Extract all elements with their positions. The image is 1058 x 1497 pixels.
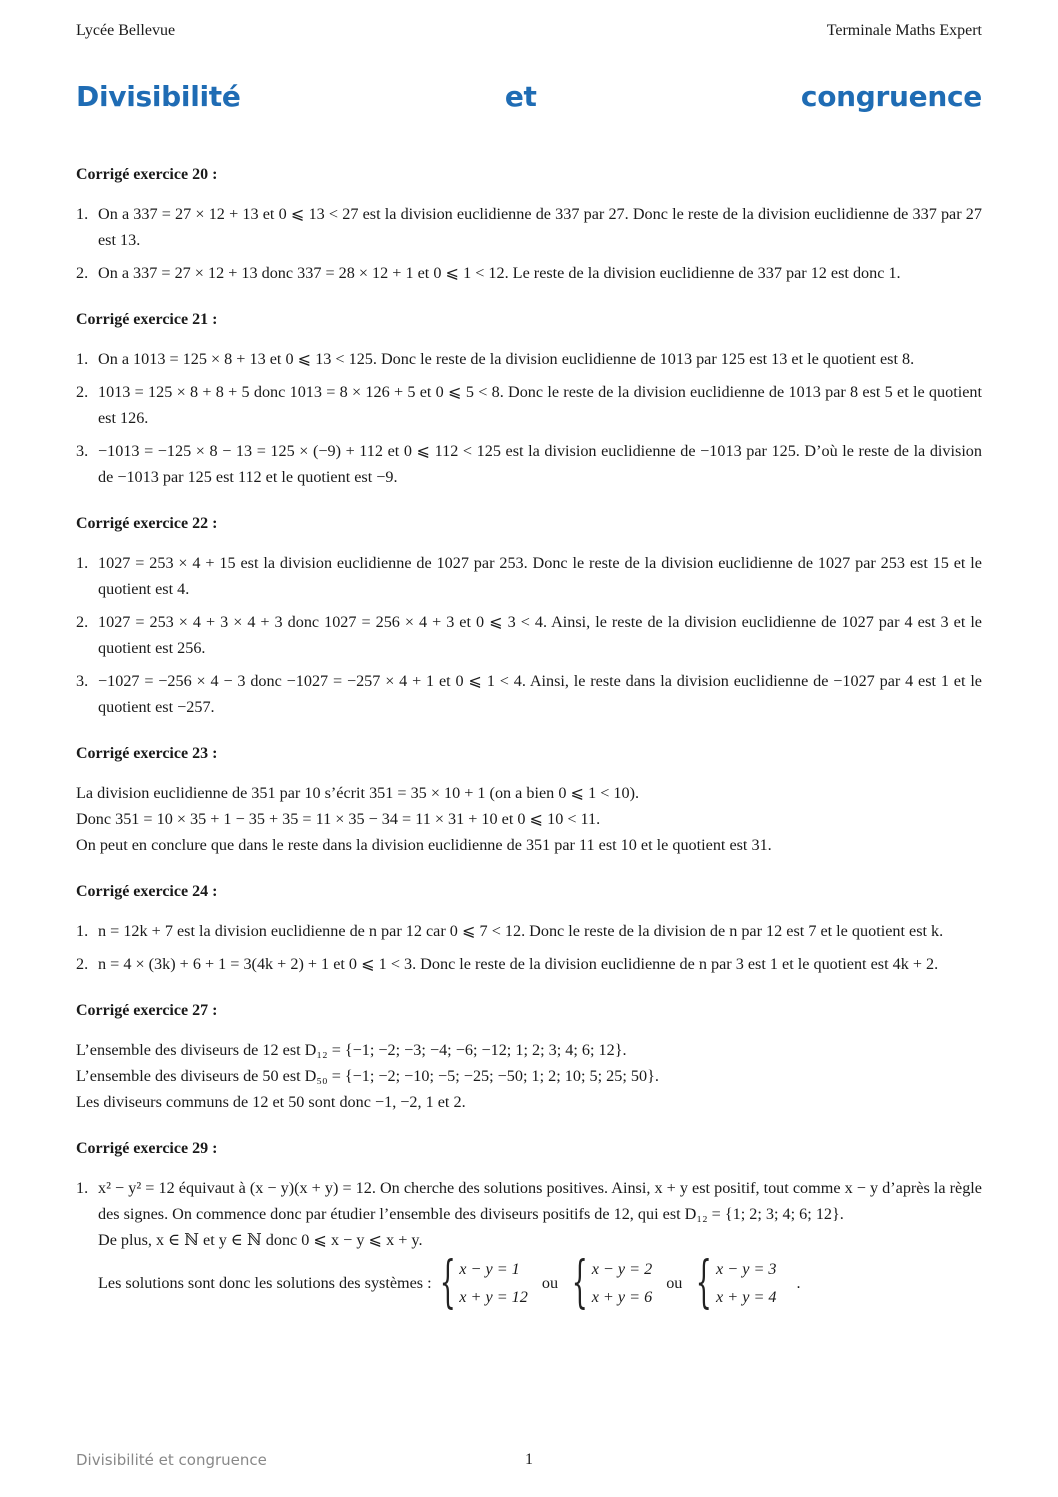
list-item: 1. x² − y² = 12 équivaut à (x − y)(x + y) = 12. On cherche des solutions positives. Ainsi, x + y est positif, tout comme x − y d’après la règle des signes. On commence donc par étudier l’ensemble des diviseurs positifs de 12, qui est D₁₂ = {1; 2; 3; 4; 6; 12}. De plus, x ∈ ℕ et y ∈ ℕ donc 0 ⩽ x − y ⩽ x + y. Les solutions sont donc les solutions des systèmes : { x − y = 1 x + y = 12 ou { x − y = 2 x + y = 6 ou { x − y = 3 x + y = 4 .	[76, 1179, 982, 1315]
list-item: 1. n = 12k + 7 est la division euclidienne de n par 12 car 0 ⩽ 7 < 12. Donc le reste de la division de n par 12 est 7 et le quotient est k.	[76, 922, 944, 940]
systems-intro: Les solutions sont donc les solutions des systèmes :	[98, 1274, 432, 1292]
section-exercise-23	[76, 741, 982, 858]
section-heading: Corrigé exercice 24 :	[76, 883, 218, 900]
list-item: 3. −1027 = −256 × 4 − 3 donc −1027 = −257 × 4 + 1 et 0 ⩽ 1 < 4. Ainsi, le reste dans la division euclidienne de −1027 par 4 est 1 et le quotient est −257.	[76, 672, 982, 716]
end-mark: .	[796, 1274, 801, 1292]
systems-line	[98, 1250, 982, 1315]
paragraph: Donc 351 = 10 × 35 + 1 − 35 + 35 = 11 × 35 − 34 = 11 × 31 + 10 et 0 ⩽ 10 < 11.	[76, 810, 601, 828]
section-heading: Corrigé exercice 29 :	[76, 1140, 218, 1157]
list-item: 2. 1013 = 125 × 8 + 8 + 5 donc 1013 = 8 × 126 + 5 et 0 ⩽ 5 < 8. Donc le reste de la division euclidienne de 1013 par 8 est 5 et le quotient est 126.	[76, 383, 982, 427]
equation: x + y = 4	[716, 1288, 777, 1306]
connector: ou	[666, 1274, 683, 1292]
paragraph: On peut en conclure que dans le reste dans la division euclidienne de 351 par 11 est 10 et le quotient est 31.	[76, 836, 772, 854]
equation: x − y = 3	[716, 1260, 777, 1278]
section-heading: Corrigé exercice 22 :	[76, 515, 218, 532]
section-heading: Corrigé exercice 21 :	[76, 311, 218, 328]
section-heading: Corrigé exercice 20 :	[76, 166, 218, 183]
answer-list	[76, 201, 982, 286]
answer-list	[76, 550, 982, 720]
equation: x + y = 6	[591, 1288, 653, 1306]
brace-icon: {	[439, 1250, 456, 1315]
item-continuation: De plus, x ∈ ℕ et y ∈ ℕ donc 0 ⩽ x − y ⩽ x + y.	[98, 1231, 423, 1249]
equation: x − y = 1	[459, 1260, 520, 1278]
paragraph: L’ensemble des diviseurs de 12 est D₁₂ = {−1; −2; −3; −4; −6; −12; 1; 2; 3; 4; 6; 12}.	[76, 1041, 627, 1059]
section-exercise-29	[76, 1136, 982, 1315]
section-exercise-24	[76, 879, 982, 977]
section-heading: Corrigé exercice 27 :	[76, 1002, 218, 1019]
connector: ou	[541, 1274, 559, 1292]
list-item: 1. On a 1013 = 125 × 8 + 13 et 0 ⩽ 13 < 125. Donc le reste de la division euclidienne de 1013 par 125 est 13 et le quotient est 8.	[76, 350, 915, 368]
list-item: 2. n = 4 × (3k) + 6 + 1 = 3(4k + 2) + 1 et 0 ⩽ 1 < 3. Donc le reste de la division euclidienne de n par 3 est 1 et le quotient est 4k + 2.	[76, 955, 939, 973]
section-exercise-27	[76, 998, 982, 1115]
list-item: 2. 1027 = 253 × 4 + 3 × 4 + 3 donc 1027 = 256 × 4 + 3 et 0 ⩽ 3 < 4. Ainsi, le reste de la division euclidienne de 1027 par 4 est 3 et le quotient est 256.	[76, 613, 982, 657]
section-heading: Corrigé exercice 23 :	[76, 745, 218, 762]
section-exercise-20	[76, 162, 982, 286]
equation-system-1	[436, 1250, 528, 1315]
title-word-3: congruence	[800, 80, 982, 113]
answer-list	[76, 1175, 982, 1315]
paragraph: La division euclidienne de 351 par 10 s’écrit 351 = 35 × 10 + 1 (on a bien 0 ⩽ 1 < 10).	[76, 784, 640, 802]
list-item: 2. On a 337 = 27 × 12 + 13 donc 337 = 28 × 12 + 1 et 0 ⩽ 1 < 12. Le reste de la division euclidienne de 337 par 12 est donc 1.	[76, 264, 901, 282]
header-course: Terminale Maths Expert	[826, 22, 982, 39]
section-exercise-22	[76, 511, 982, 720]
page-title	[76, 80, 982, 113]
list-item: 1. On a 337 = 27 × 12 + 13 et 0 ⩽ 13 < 27 est la division euclidienne de 337 par 27. Donc le reste de la division euclidienne de 337 par 27 est 13.	[76, 205, 982, 249]
equation: x − y = 2	[591, 1260, 653, 1278]
list-item: 3. −1013 = −125 × 8 − 13 = 125 × (−9) + 112 et 0 ⩽ 112 < 125 est la division euclidienne de −1013 par 125. D’où le reste de la division de −1013 par 125 est 112 et le quotient est −9.	[76, 442, 982, 486]
answer-list	[76, 918, 982, 977]
running-header	[76, 22, 982, 40]
page-number: 1	[525, 1451, 533, 1468]
document-body	[76, 162, 982, 1332]
section-exercise-21	[76, 307, 982, 490]
header-school: Lycée Bellevue	[76, 22, 176, 39]
answer-list	[76, 346, 982, 490]
paragraph: L’ensemble des diviseurs de 50 est D₅₀ = {−1; −2; −10; −5; −25; −50; 1; 2; 10; 5; 25; 50}.	[76, 1067, 659, 1085]
list-item: 1. 1027 = 253 × 4 + 15 est la division euclidienne de 1027 par 253. Donc le reste de la division euclidienne de 1027 par 253 est 15 et le quotient est 4.	[76, 554, 982, 598]
brace-icon: {	[571, 1250, 588, 1315]
footer-title: Divisibilité et congruence	[76, 1451, 267, 1469]
title-word-2: et	[504, 80, 537, 113]
title-word-1: Divisibilité	[76, 80, 241, 113]
brace-icon: {	[696, 1250, 713, 1315]
equation-system-3	[692, 1250, 777, 1315]
equation-system-2	[568, 1250, 653, 1315]
paragraph: Les diviseurs communs de 12 et 50 sont donc −1, −2, 1 et 2.	[76, 1093, 466, 1111]
equation: x + y = 12	[459, 1288, 528, 1306]
